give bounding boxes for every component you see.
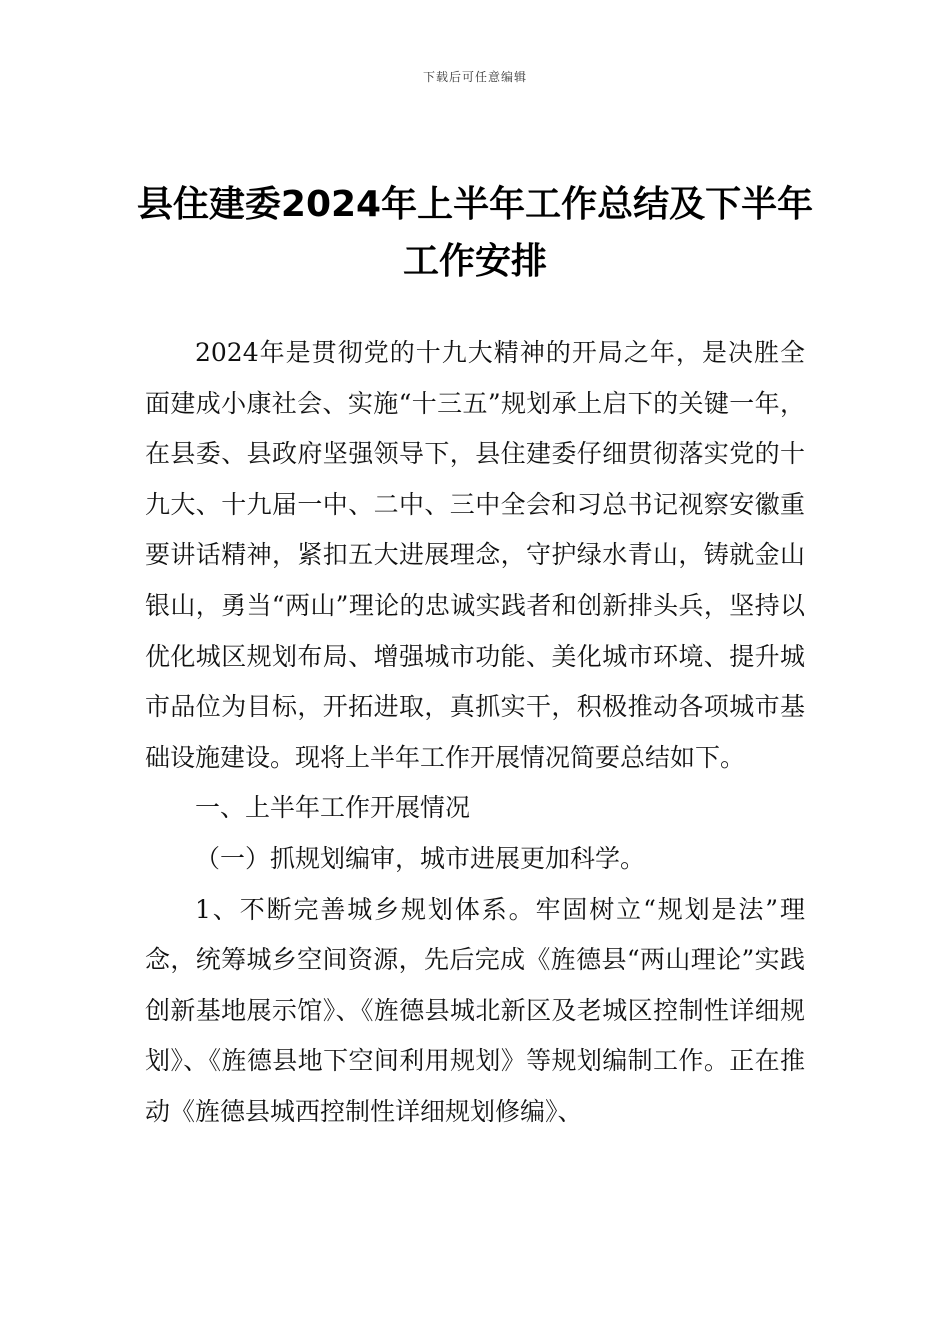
header-note: 下载后可任意编辑: [422, 70, 527, 84]
document-body: [145, 328, 805, 1138]
subsection-heading: （一）抓规划编审，城市进展更加科学。: [195, 843, 646, 873]
intro-paragraph: 2024年是贯彻党的十九大精神的开局之年，是决胜全面建成小康社会、实施“十三五”规划承上启下的关键一年，在县委、县政府坚强领导下，县住建委仔细贯彻落实党的十九大、十九届一中、二中、三中全会和习总书记视察安徽重要讲话精神，紧扣五大进展理念，守护绿水青山，铸就金山银山，勇当“两山”理论的忠诚实践者和创新排头兵，坚持以优化城区规划布局、增强城市功能、美化城市环境、提升城市品位为目标，开拓进取，真抓实干，积极推动各项城市基础设施建设。现将上半年工作开展情况简要总结如下。: [145, 338, 805, 772]
section-heading: 一、上半年工作开展情况: [195, 793, 471, 823]
item-paragraph: 1、不断完善城乡规划体系。牢固树立“规划是法”理念，统筹城乡空间资源，先后完成《旌德县“两山理论”实践创新基地展示馆》、《旌德县城北新区及老城区控制性详细规划》、《旌德县地下空间利用规划》等规划编制工作。正在推动《旌德县城西控制性详细规划修编》、: [145, 894, 805, 1126]
document-title: 县住建委2024年上半年工作总结及下半年工作安排: [136, 184, 814, 282]
